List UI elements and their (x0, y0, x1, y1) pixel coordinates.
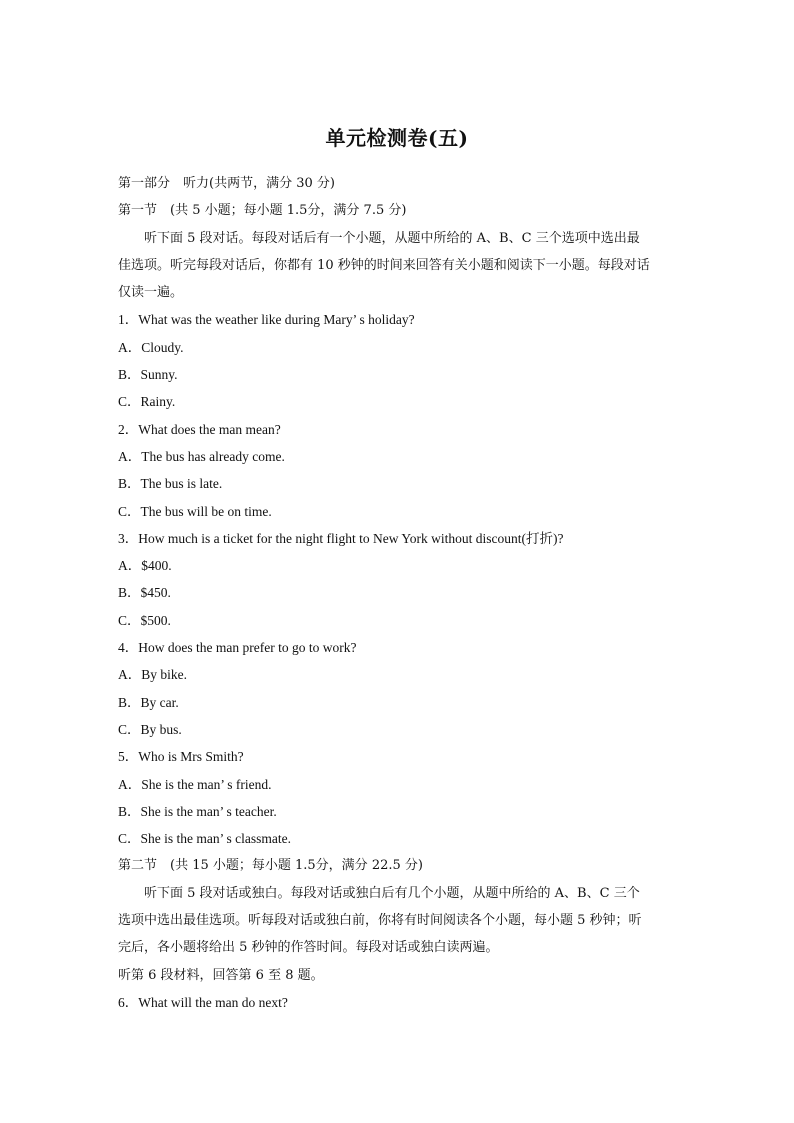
question-stem: 5．Who is Mrs Smith? (118, 749, 244, 765)
answer-option: A．By bike. (118, 667, 187, 683)
answer-option: A．The bus has already come. (118, 448, 285, 464)
answer-option: C．The bus will be on time. (118, 503, 272, 519)
answer-option: B．The bus is late. (118, 476, 223, 492)
answer-option: B．Sunny. (118, 367, 178, 383)
instruction-line: 仅读一遍。 (118, 285, 184, 301)
question-stem: 1．What was the weather like during Mary’ s holiday? (118, 312, 415, 328)
answer-option: B．By car. (118, 694, 179, 710)
instruction-line: 佳选项。听完每段对话后，你都有 10 秒钟的时间来回答有关小题和阅读下一小题。每段对话 (118, 257, 650, 273)
instruction-line: 选项中选出最佳选项。听每段对话或独白前，你将有时间阅读各个小题，每小题 5 秒钟；听 (118, 913, 642, 929)
document-body (118, 170, 683, 1016)
page-title: 单元检测卷(五) (325, 126, 469, 150)
question-stem: 6．What will the man do next? (118, 994, 288, 1010)
part1-heading: 第一部分 听力(共两节，满分 30 分) (118, 176, 335, 191)
instruction-line: 听下面 5 段对话。每段对话后有一个小题，从题中所给的 A、B、C 三个选项中选出最 (144, 230, 640, 246)
answer-option: B．$450. (118, 585, 171, 601)
instruction-line: 完后，各小题将给出 5 秒钟的作答时间。每段对话或独白读两遍。 (118, 940, 499, 956)
section2-heading: 第二节 (共 15 小题；每小题 1.5分，满分 22.5 分) (118, 858, 423, 874)
section1-heading: 第一节 (共 5 小题；每小题 1.5分，满分 7.5 分) (118, 203, 407, 219)
material6-note: 听第 6 段材料，回答第 6 至 8 题。 (118, 967, 324, 983)
instruction-line: 听下面 5 段对话或独白。每段对话或独白后有几个小题，从题中所给的 A、B、C 三个 (144, 885, 640, 901)
answer-option: A．She is the man’ s friend. (118, 776, 272, 792)
answer-option: A．Cloudy. (118, 339, 184, 355)
answer-option: C．$500. (118, 612, 171, 628)
answer-option: C．By bus. (118, 721, 182, 737)
answer-option: B．She is the man’ s teacher. (118, 803, 277, 819)
question-stem: 3．How much is a ticket for the night flight to New York without discount(打折)? (118, 530, 564, 546)
answer-option: C．Rainy. (118, 394, 176, 410)
question-stem: 2．What does the man mean? (118, 421, 281, 437)
section2-instructions (118, 880, 683, 962)
section1-instructions (118, 225, 683, 307)
answer-option: A．$400. (118, 558, 172, 574)
answer-option: C．She is the man’ s classmate. (118, 831, 291, 847)
question-stem: 4．How does the man prefer to go to work? (118, 640, 357, 656)
